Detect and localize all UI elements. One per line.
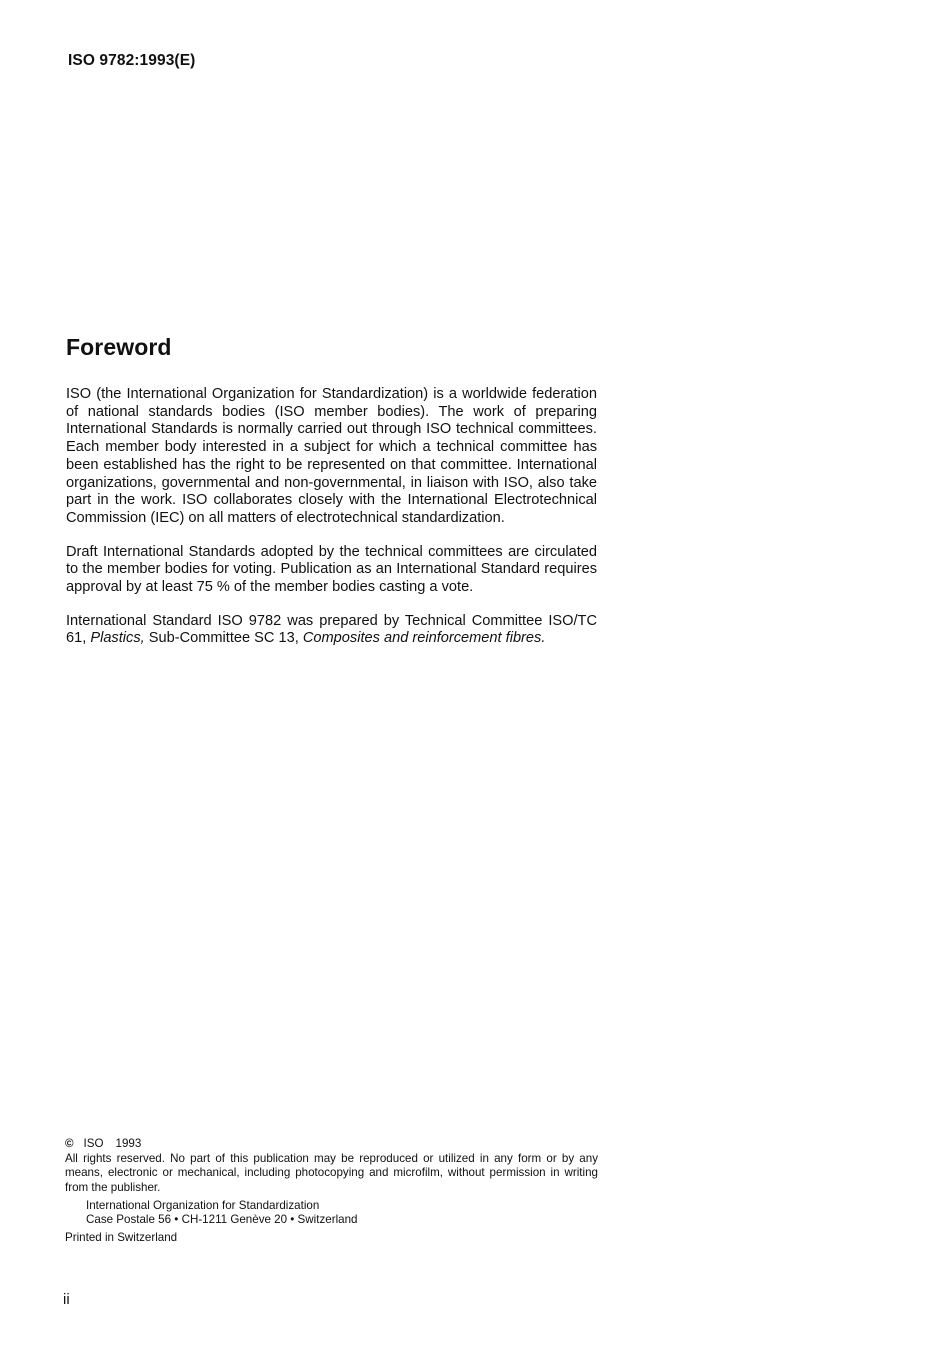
subcommittee-name-italic: Composites and reinforcement fibres.: [302, 630, 546, 647]
publisher-address: Case Postale 56 • CH-1211 Genève 20 • Switzerland: [86, 1213, 358, 1227]
page-number: ii: [63, 1291, 70, 1308]
foreword-paragraph-2: Draft International Standards adopted by the technical committees are circulated to the member bodies for voting. Publication as an International Standard requires approval by at least 75 % of the member bodies casting a vote.: [66, 543, 597, 596]
document-id-header: ISO 9782:1993(E): [68, 52, 196, 69]
publisher-address-block: [86, 1199, 598, 1227]
copyright-owner: ISO: [83, 1137, 104, 1150]
copyright-year: 1993: [115, 1137, 142, 1150]
paragraph-3-text-b: Sub-Committee SC 13,: [144, 630, 303, 647]
paragraph-3-text-a: International Standard ISO 9782 was prepared by Technical Committee ISO/TC 61,: [66, 612, 597, 647]
printed-in: Printed in Switzerland: [65, 1231, 178, 1245]
committee-name-italic: Plastics,: [90, 630, 145, 647]
copyright-line: [65, 1137, 598, 1151]
copyright-footer: [65, 1137, 598, 1245]
foreword-body: [66, 386, 597, 664]
copyright-symbol: ©: [65, 1137, 74, 1150]
rights-statement: All rights reserved. No part of this publication may be reproduced or utilized in any form or by any means, electronic or mechanical, including photocopying and microfilm, without permission in writing from the publisher.: [65, 1152, 598, 1194]
foreword-heading: Foreword: [66, 334, 172, 360]
foreword-paragraph-3: [66, 613, 597, 648]
publisher-name: International Organization for Standardization: [86, 1198, 320, 1212]
foreword-paragraph-1: ISO (the International Organization for Standardization) is a worldwide federation of national standards bodies (ISO member bodies). The work of preparing International Standards is normally carried out through ISO technical committees. Each member body interested in a subject for which a technical committee has been established has the right to be represented on that committee. International organizations, governmental and non-governmental, in liaison with ISO, also take part in the work. ISO collaborates closely with the International Electrotechnical Commission (IEC) on all matters of electrotechnical standardization.: [66, 386, 597, 526]
